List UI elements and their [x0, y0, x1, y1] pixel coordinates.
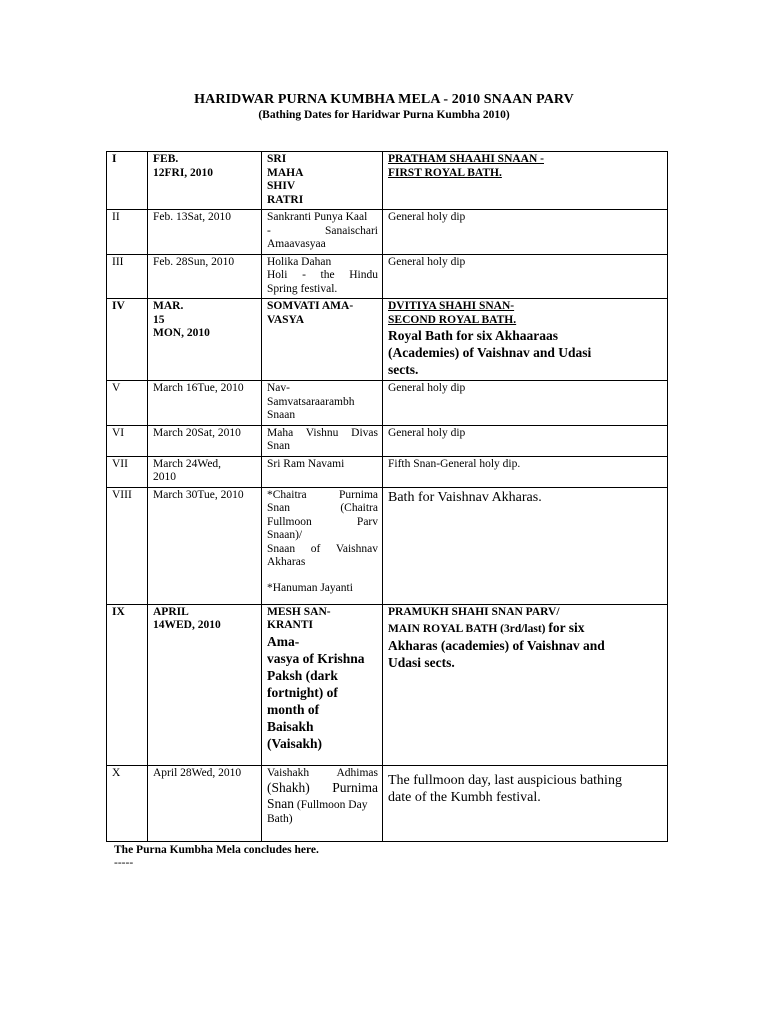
row-number: X: [107, 765, 148, 841]
festival-name: SOMVATI AMA- VASYA: [262, 299, 383, 381]
table-row: [107, 765, 668, 841]
bath-description: General holy dip: [383, 254, 668, 299]
festival-name: Vaishakh Adhimas (Shakh) Purnima Snan (Fullmoon Day Bath): [262, 765, 383, 841]
bath-description: Fifth Snan-General holy dip.: [383, 456, 668, 487]
table-row: [107, 456, 668, 487]
bath-date: Feb. 13Sat, 2010: [148, 210, 262, 255]
bath-description: Bath for Vaishnav Akharas.: [383, 487, 668, 604]
festival-name: Holika Dahan Holi - the Hindu Spring festival.: [262, 254, 383, 299]
bath-date: FEB. 12FRI, 2010: [148, 152, 262, 210]
festival-name: Sri Ram Navami: [262, 456, 383, 487]
row-number: VIII: [107, 487, 148, 604]
row-number: I: [107, 152, 148, 210]
table-row: [107, 254, 668, 299]
bath-description: PRAMUKH SHAHI SNAN PARV/ MAIN ROYAL BATH (3rd/last) for six Akharas (academies) of Vaishnav and Udasi sects.: [383, 604, 668, 765]
festival-name: *Chaitra Purnima Snan (Chaitra Fullmoon Parv Snaan)/ Snaan of Vaishnav Akharas *Hanuman Jayanti: [262, 487, 383, 604]
row-number: IV: [107, 299, 148, 381]
bath-date: APRIL 14WED, 2010: [148, 604, 262, 765]
bath-description: General holy dip: [383, 210, 668, 255]
bath-date: April 28Wed, 2010: [148, 765, 262, 841]
bath-date: March 24Wed, 2010: [148, 456, 262, 487]
row-number: V: [107, 381, 148, 426]
bath-date: MAR. 15 MON, 2010: [148, 299, 262, 381]
table-row: [107, 152, 668, 210]
table-row: [107, 381, 668, 426]
bath-date: March 16Tue, 2010: [148, 381, 262, 426]
festival-name: MESH SAN- KRANTI Ama- vasya of Krishna Paksh (dark fortnight) of month of Baisakh (Vaisakh): [262, 604, 383, 765]
festival-name: Sankranti Punya Kaal - Sanaischari Amaavasyaa: [262, 210, 383, 255]
festival-name: Nav- Samvatsaraarambh Snaan: [262, 381, 383, 426]
bath-description: General holy dip: [383, 425, 668, 456]
page-title: HARIDWAR PURNA KUMBHA MELA - 2010 SNAAN PARV: [194, 92, 574, 107]
bath-description: PRATHAM SHAAHI SNAAN - FIRST ROYAL BATH.: [383, 152, 668, 210]
row-number: II: [107, 210, 148, 255]
table-row: [107, 487, 668, 604]
bath-date: March 20Sat, 2010: [148, 425, 262, 456]
table-row: [107, 210, 668, 255]
table-row: [107, 299, 668, 381]
page-subtitle: (Bathing Dates for Haridwar Purna Kumbha 2010): [258, 109, 510, 121]
festival-name: SRI MAHA SHIV RATRI: [262, 152, 383, 210]
row-number: VI: [107, 425, 148, 456]
table-row: [107, 604, 668, 765]
bath-date: Feb. 28Sun, 2010: [148, 254, 262, 299]
footer-note: The Purna Kumbha Mela concludes here.: [114, 844, 319, 856]
table-row: [107, 425, 668, 456]
bath-date: March 30Tue, 2010: [148, 487, 262, 604]
snaan-schedule-table: [106, 151, 668, 842]
bath-description: DVITIYA SHAHI SNAN- SECOND ROYAL BATH. Royal Bath for six Akhaaraas (Academies) of Vaishnav and Udasi sects.: [383, 299, 668, 381]
bath-description: General holy dip: [383, 381, 668, 426]
row-number: IX: [107, 604, 148, 765]
row-number: III: [107, 254, 148, 299]
bath-description: The fullmoon day, last auspicious bathing date of the Kumbh festival.: [383, 765, 668, 841]
row-number: VII: [107, 456, 148, 487]
festival-name: Maha Vishnu Divas Snan: [262, 425, 383, 456]
footer-dashes: -----: [114, 857, 134, 869]
